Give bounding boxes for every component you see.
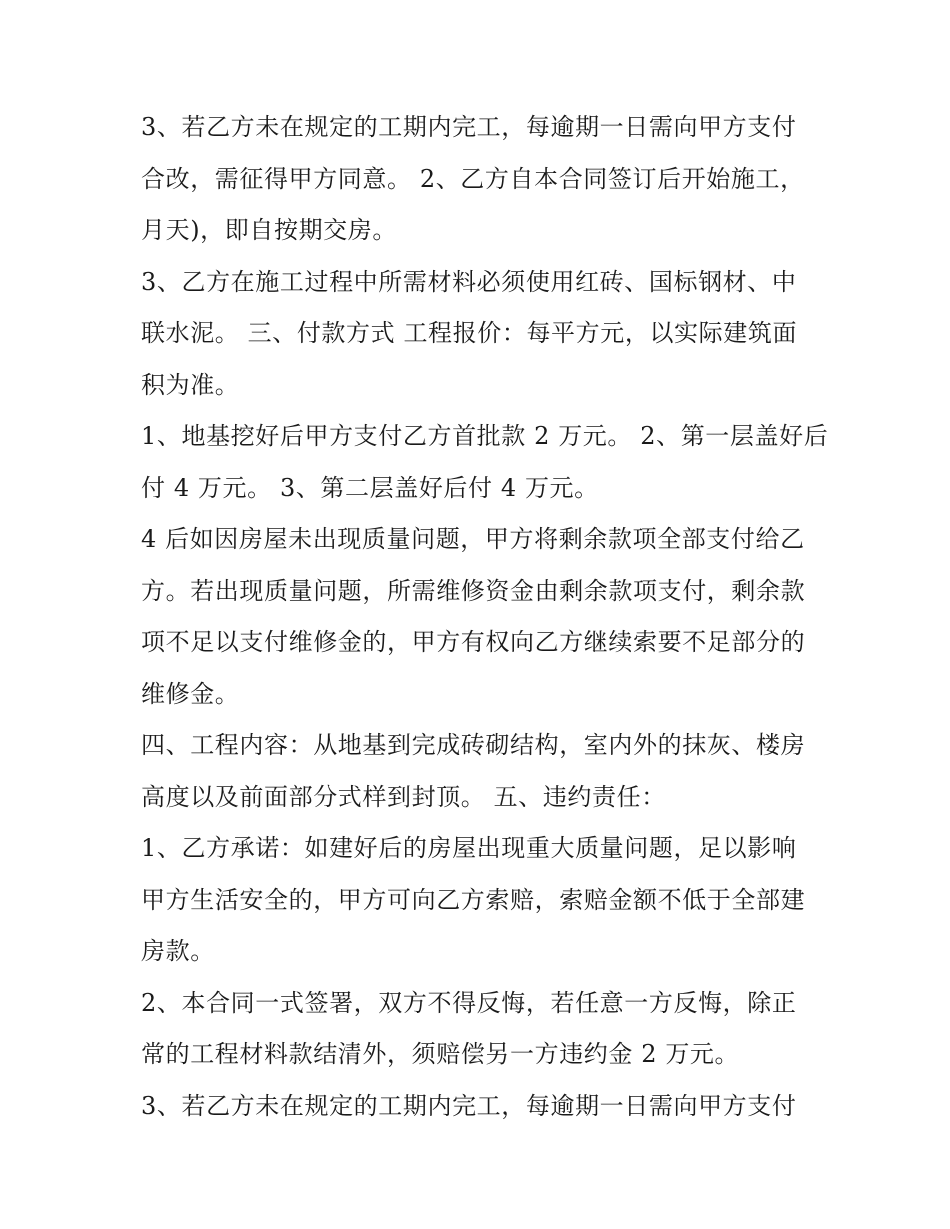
paragraph bbox=[141, 257, 821, 412]
text-line: 2、本合同一式签署，双方不得反悔，若任意一方反悔，除正 bbox=[141, 988, 797, 1017]
text-line: 房款。 bbox=[141, 937, 215, 965]
paragraph bbox=[141, 720, 821, 823]
text-line: 月天)，即自按期交房。 bbox=[141, 216, 397, 244]
document-body bbox=[141, 102, 829, 1132]
paragraph bbox=[141, 978, 821, 1081]
text-line: 项不足以支付维修金的，甲方有权向乙方继续索要不足部分的 bbox=[141, 628, 806, 656]
paragraph bbox=[141, 1081, 821, 1133]
text-line: 3、若乙方未在规定的工期内完工，每逾期一日需向甲方支付 bbox=[141, 113, 797, 141]
paragraph bbox=[141, 514, 821, 720]
text-line: 联水泥。 三、付款方式 工程报价：每平方元，以实际建筑面 bbox=[141, 319, 798, 347]
text-line: 甲方生活安全的，甲方可向乙方索赔，索赔金额不低于全部建 bbox=[141, 885, 806, 914]
text-line: 4 后如因房屋未出现质量问题，甲方将剩余款项全部支付给乙 bbox=[141, 525, 805, 553]
text-line: 1、地基挖好后甲方支付乙方首批款 2 万元。 2、第一层盖好后 bbox=[141, 422, 829, 450]
text-line: 积为准。 bbox=[141, 370, 240, 399]
text-line: 常的工程材料款结清外，须赔偿另一方违约金 2 万元。 bbox=[141, 1040, 740, 1068]
text-line: 四、工程内容：从地基到完成砖砌结构，室内外的抹灰、楼房 bbox=[141, 731, 806, 759]
text-line: 付 4 万元。 3、第二层盖好后付 4 万元。 bbox=[141, 473, 599, 502]
text-line: 维修金。 bbox=[141, 679, 240, 708]
text-line: 高度以及前面部分式样到封顶。 五、违约责任： bbox=[141, 782, 666, 811]
paragraph bbox=[141, 411, 829, 514]
text-line: 方。若出现质量问题，所需维修资金由剩余款项支付，剩余款 bbox=[141, 576, 806, 605]
text-line: 合改，需征得甲方同意。 2、乙方自本合同签订后开始施工， bbox=[141, 164, 805, 193]
text-line: 1、乙方承诺：如建好后的房屋出现重大质量问题，足以影响 bbox=[141, 834, 797, 862]
text-line: 3、乙方在施工过程中所需材料必须使用红砖、国标钢材、中 bbox=[141, 267, 797, 296]
text-line: 3、若乙方未在规定的工期内完工，每逾期一日需向甲方支付 bbox=[141, 1091, 797, 1120]
paragraph bbox=[141, 823, 821, 978]
paragraph bbox=[141, 102, 821, 257]
